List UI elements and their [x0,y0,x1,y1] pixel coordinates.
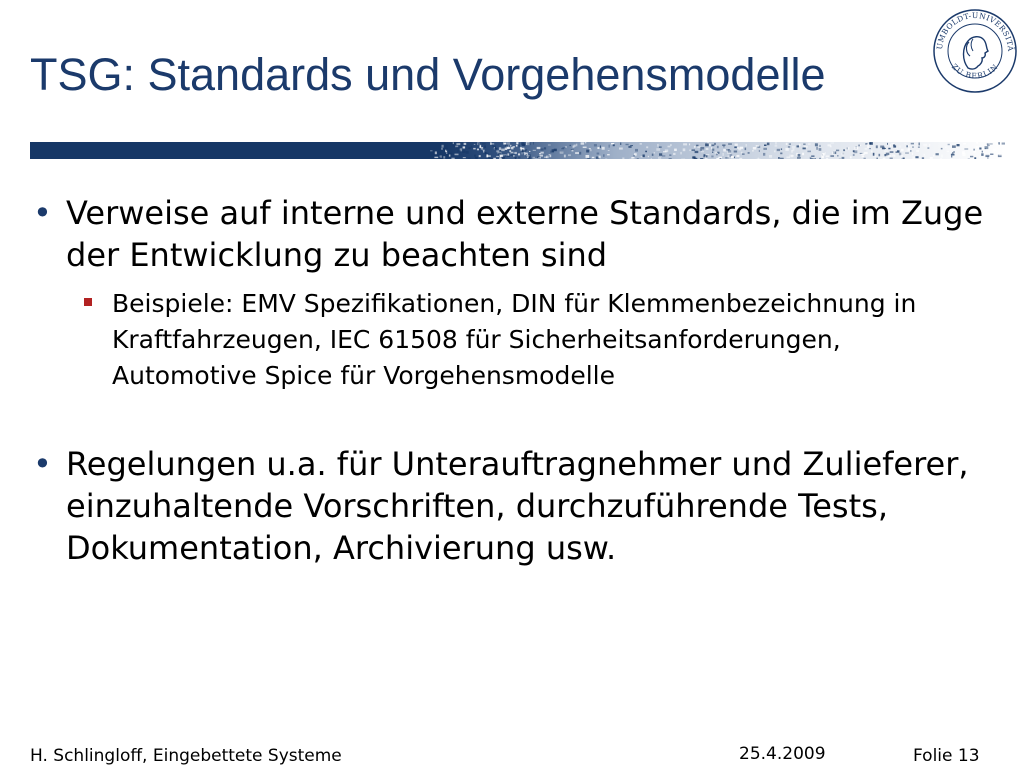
title-divider-bar [30,142,1005,159]
footer-author: H. Schlingloff, Eingebettete Systeme [30,746,342,766]
bullet-text: Regelungen u.a. für Unterauftragnehmer und Zulieferer, einzuhaltende Vorschriften, durchzuführende Tests, Dokumentation, Archivierung usw. [66,445,969,567]
university-seal-logo [932,8,1018,94]
footer-page-number: Folie 13 [913,746,980,766]
sub-bullet-text: Beispiele: EMV Spezifikationen, DIN für Klemmenbezeichnung in Kraftfahrzeugen, IEC 61508 für Sicherheitsanforderungen, Automotive Spice für Vorgehensmodelle [112,289,917,390]
square-bullet-icon [84,298,92,306]
bullet-dot-icon: • [33,445,52,483]
svg-text:HUMBOLDT-UNIVERSITÄT: UMBOLDT-UNIVERSITÄ [934,10,1016,52]
slide-title: TSG: Standards und Vorgehensmodelle [30,49,826,100]
bullet-dot-icon: • [33,194,52,232]
bullet-text: Verweise auf interne und externe Standards, die im Zuge der Entwicklung zu beachten sind [66,194,984,274]
svg-text:ZU BERLIN: ZU BERLIN [949,62,1001,81]
footer-date: 25.4.2009 [739,744,826,764]
